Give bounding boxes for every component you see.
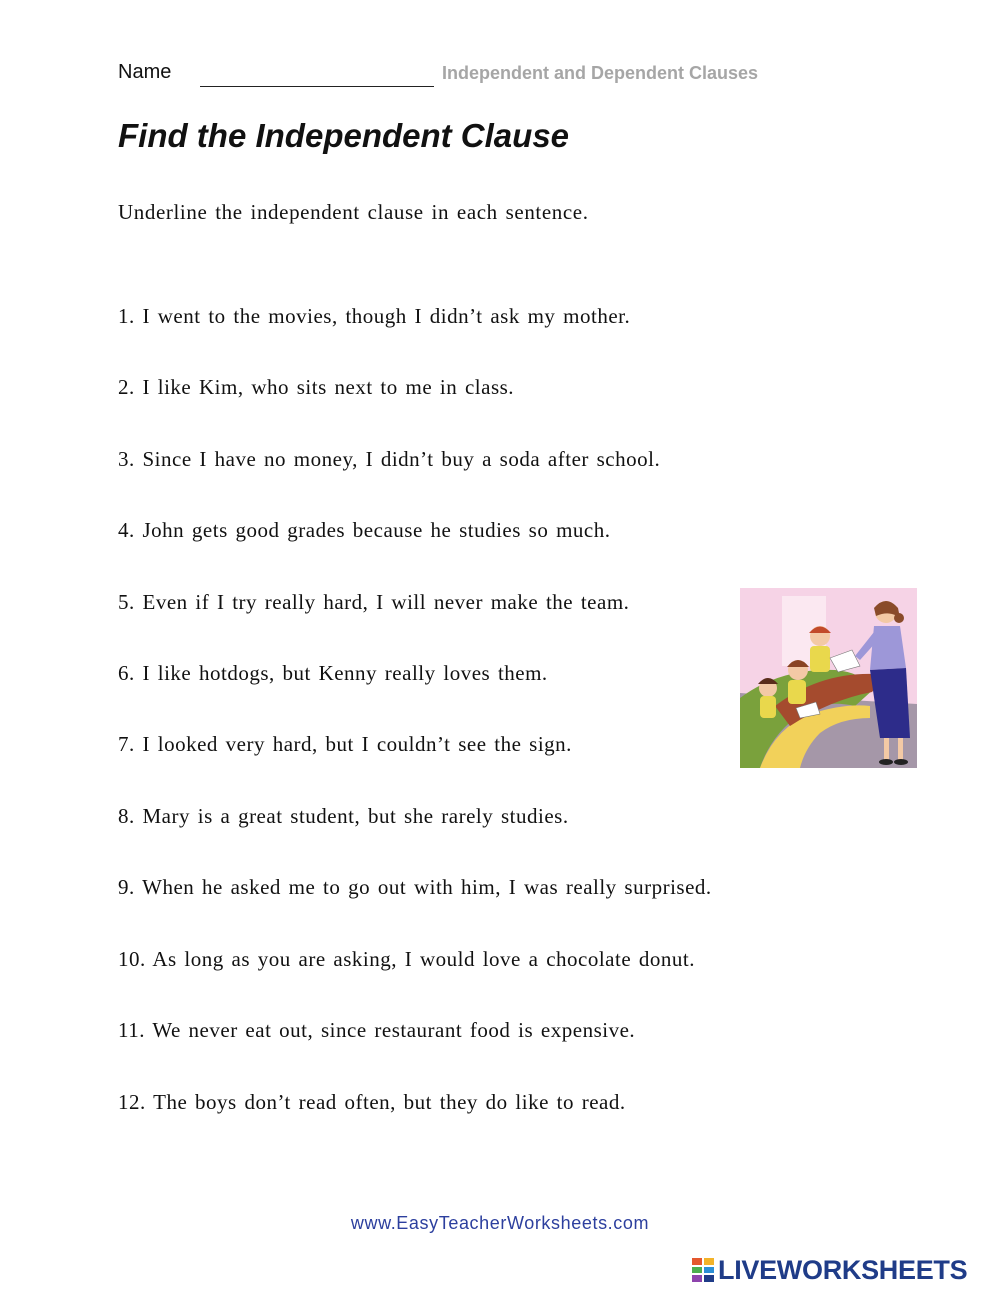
footer-url[interactable]: www.EasyTeacherWorksheets.com xyxy=(350,1213,650,1233)
sentence-3[interactable]: 3. Since I have no money, I didn’t buy a soda after school. xyxy=(118,447,661,471)
instructions: Underline the independent clause in each sentence. xyxy=(118,200,589,224)
sentence-12[interactable]: 12. The boys don’t read often, but they do like to read. xyxy=(118,1090,626,1114)
header-subject: Independent and Dependent Clauses xyxy=(442,63,759,83)
page-title: Find the Independent Clause xyxy=(118,117,570,154)
name-input-line[interactable] xyxy=(200,86,434,87)
liveworksheets-logo-icon xyxy=(692,1258,714,1282)
sentence-7[interactable]: 7. I looked very hard, but I couldn’t see the sign. xyxy=(118,732,572,756)
sentence-11[interactable]: 11. We never eat out, since restaurant food is expensive. xyxy=(118,1018,636,1042)
sentence-4[interactable]: 4. John gets good grades because he studies so much. xyxy=(118,518,611,542)
classroom-clipart-icon xyxy=(740,588,917,768)
sentence-2[interactable]: 2. I like Kim, who sits next to me in class. xyxy=(118,375,515,399)
sentence-5[interactable]: 5. Even if I try really hard, I will never make the team. xyxy=(118,590,630,614)
sentence-10[interactable]: 10. As long as you are asking, I would love a chocolate donut. xyxy=(118,947,695,971)
sentence-8[interactable]: 8. Mary is a great student, but she rarely studies. xyxy=(118,804,569,828)
sentence-6[interactable]: 6. I like hotdogs, but Kenny really loves them. xyxy=(118,661,548,685)
name-label: Name xyxy=(118,61,172,83)
liveworksheets-brand: LIVEWORKSHEETS xyxy=(718,1254,968,1285)
sentence-1[interactable]: 1. I went to the movies, though I didn’t ask my mother. xyxy=(118,304,631,328)
liveworksheets-logo[interactable] xyxy=(692,1255,967,1285)
sentence-9[interactable]: 9. When he asked me to go out with him, I was really surprised. xyxy=(118,875,712,899)
